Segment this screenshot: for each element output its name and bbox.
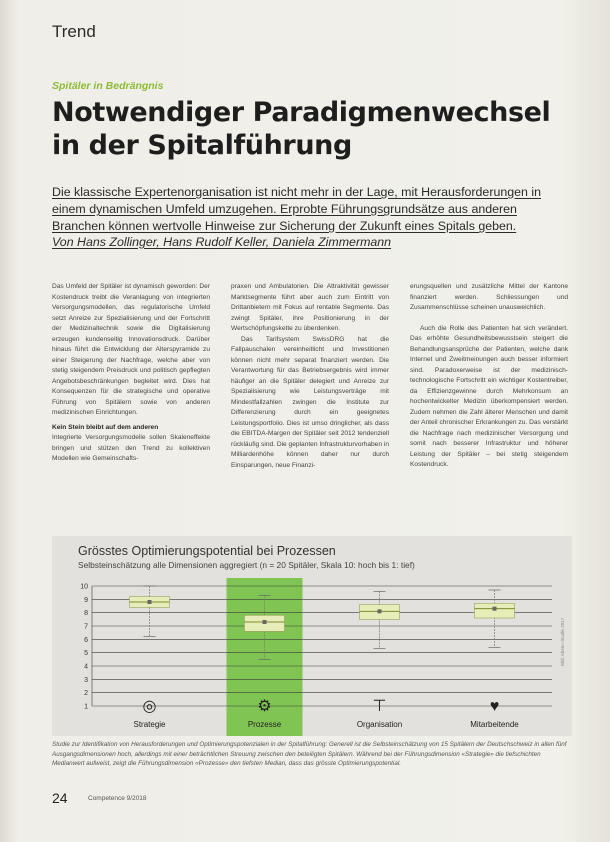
chart-subtitle: Selbsteinschätzung alle Dimensionen aggregiert (n = 20 Spitäler, Skala 10: hoch bis 1: tief)	[78, 560, 415, 570]
article-authors: Von Hans Zollinger, Hans Rudolf Keller, Daniela Zimmermann	[52, 235, 392, 249]
handshake-icon: ♥	[489, 698, 500, 715]
y-tick-label: 6	[84, 636, 88, 644]
y-tick-label: 5	[84, 650, 88, 658]
body-paragraph: Das Tarifsystem SwissDRG hat die Fallpauschalen vereinheitlicht und Investitionen können nicht mehr separat finanziert werden. Die Verantwortung für das Betriebsergebnis wird immer häufiger an die Spitäler delegiert und Anreize zur Spezialisierung wie Leistungsverträge mit Mindestfallzahlen zwingen die Institute zur Differenzierung durch ein geeignetes Leistungsportfolio. Dies ist umso dringlicher, als dass die EBITDA-Margen der Spitäler seit 2012 tendenziell rückläufig sind. Die geplanten Infrastrukturvorhaben in Milliardenhöhe können daher nur durch Einsparungen, neue Finanzi-	[231, 335, 389, 469]
y-tick-label: 4	[84, 663, 88, 671]
y-tick-label: 1	[84, 703, 88, 711]
y-tick-label: 8	[84, 610, 88, 618]
y-tick-label: 3	[84, 676, 88, 684]
figure-credit: Bild: Abeno-Studie 2017	[560, 617, 565, 666]
chart-title: Grösstes Optimierungspotential bei Prozessen	[78, 544, 336, 558]
figure-caption: Studie zur Identifikation von Herausforderungen und Optimierungspotenzialen in der Spitalführung: Generell ist die Selbsteinschätzung von 15 Spitälern der Deutschschweiz in allen fünf Ausgangsdimensionen hoch, allerdings mit einer beträchtlichen Streuung zwischen den beteiligten Spitälern. Während bei der Führungsdimension «Strategie» die tiefschichten Medianwert aufweist, zeigt die Führungsdimension «Prozesse» den tiefsten Median, dass das grösste Optimierungspotential.	[52, 741, 567, 767]
target-icon: ◎	[142, 698, 157, 715]
body-paragraph: Integrierte Versorgungsmodelle sollen Skaleneffekte bringen und stützen den Trend zu kollektiven Modellen wie Gemeinschafts-	[52, 434, 210, 462]
body-paragraph: erungsquellen und zusätzliche Mittel der Kantone finanziert werden. Schliessungen und Zusammenschlüsse scheinen unausweichlich.	[410, 283, 568, 311]
gears-icon: ⚙	[257, 698, 272, 715]
article-title-line-1: Notwendiger Paradigmenwechsel	[52, 97, 551, 128]
body-paragraph: Auch die Rolle des Patienten hat sich verändert. Das erhöhte Gesundheitsbewusstsein steigert die Behandlungsansprüche der Patienten, welche dank Internet und Zweitmeinungen auch besser informiert sind. Paradoxerweise ist der medizinisch-technologische Fortschritt ein wichtiger Kostentreiber, da Effizienzgewinne durch Mehrkonsum an hochentwickelter Medizin überkompensiert werden. Zudem nehmen die Zahl älterer Menschen und damit der Anteil chronischer Erkrankungen zu. Das verstärkt die Nachfrage nach medizinischer Versorgung und somit nach besserer Infrastruktur und höherer Leistung der Spitäler – bei stetig steigendem Kostendruck.	[410, 324, 568, 468]
chart-figure	[52, 536, 572, 736]
section-label: Trend	[52, 22, 96, 41]
median-marker	[493, 607, 497, 611]
article-lead: Die klassische Expertenorganisation ist nicht mehr in der Lage, mit Herausforderungen in einem dynamischen Umfeld umzugehen. Erprobte Führungsgrundsätze aus anderen Branchen können wertvolle Hinweise zur Sicherung der Zukunft eines Spitals geben.	[52, 185, 541, 233]
y-tick-label: 10	[80, 583, 88, 591]
body-paragraph: praxen und Ambulatorien. Die Attraktivität gewisser Marktsegmente führt aber auch zum Eintritt von Drittanbietern mit Fokus auf rentable Segmente. Das zwingt Spitäler, ihre Positionierung in der Wertschöpfungskette zu überdenken.	[231, 283, 389, 332]
category-label: Mitarbeitende	[470, 720, 519, 729]
article-kicker: Spitäler in Bedrängnis	[52, 80, 164, 92]
category-label: Organisation	[356, 720, 403, 729]
category-label: Prozesse	[247, 720, 282, 729]
article-title	[52, 96, 572, 162]
median-marker	[148, 600, 152, 604]
category-label: Strategie	[133, 720, 166, 729]
median-marker	[378, 609, 382, 613]
text-column-1	[52, 282, 210, 527]
subheading: Kein Stein bleibt auf dem anderen	[52, 423, 159, 431]
text-column-2	[231, 282, 389, 527]
page-number: 24	[52, 790, 68, 806]
y-tick-label: 9	[84, 596, 88, 604]
y-tick-label: 2	[84, 690, 88, 698]
org-chart-icon: ⊤	[372, 698, 387, 715]
article-title-line-2: in der Spitalführung	[52, 130, 352, 161]
body-paragraph: Das Umfeld der Spitäler ist dynamisch geworden: Der Kostendruck treibt die Veranlagung von integrierten Versorgungsmodellen, das regulatorische Umfeld setzt Anreize zur Spezialisierung und der Fortschritt der Medizinaltechnik sowie die Digitalisierung erzeugen kundenseitig Innovationsdruck. Darüber hinaus führt die Entwicklung der Alterspyramide zu einer Steigerung der Nachfrage, welche aber von stetig steigendem Preisdruck und politisch gepflegten Angebotsbeschränkungen begleitet wird. Dies hat Konsequenzen für die strategische und operative Führung von Spitälern sowie von anderen medizinischen Einrichtungen.	[52, 283, 210, 416]
text-column-3	[410, 282, 568, 527]
median-marker	[263, 620, 267, 624]
y-tick-label: 7	[84, 623, 88, 631]
publication-name: Competence 9/2018	[88, 795, 147, 802]
